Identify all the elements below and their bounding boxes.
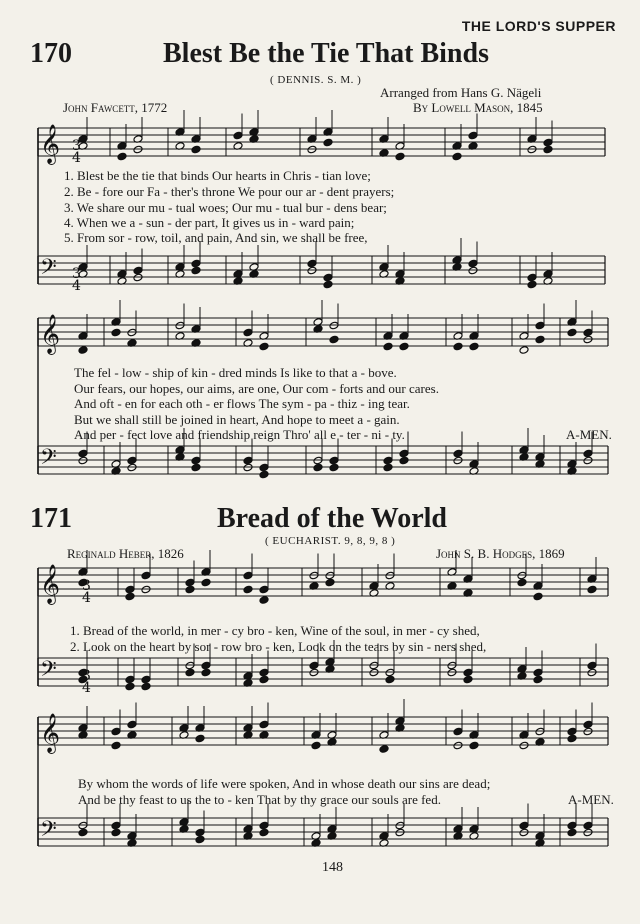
verse-line: 1. Bread of the world, in mer - cy bro - ken, Wine of the soul, in mer - cy shed,	[70, 623, 480, 638]
note-head	[468, 131, 478, 140]
note-head	[535, 321, 545, 330]
note-head	[323, 273, 333, 282]
note-head	[517, 578, 527, 587]
note-head	[141, 682, 151, 691]
note-head	[191, 456, 201, 465]
note-head	[259, 720, 269, 729]
note-head	[111, 821, 121, 830]
verse-line: And be thy feast to us the to - ken That by thy grace our souls are fed.	[78, 792, 441, 807]
time-signature: 4	[82, 680, 91, 696]
note-head	[185, 578, 195, 587]
note-head	[583, 449, 593, 458]
note-head	[567, 821, 577, 830]
verse-line: 5. From sor - row, toil, and pain, And sin, we shall be free,	[64, 230, 368, 245]
verse-line: 4. When we a - sun - der part, It gives us in - ward pain;	[64, 215, 355, 230]
note-head	[195, 828, 205, 837]
note-head	[195, 835, 205, 844]
note-head	[133, 266, 143, 275]
time-signature: 4	[72, 150, 81, 166]
note-head	[185, 585, 195, 594]
note-head	[527, 280, 537, 289]
time-signature: 3	[82, 578, 91, 594]
note-head	[311, 741, 321, 750]
note-head	[78, 346, 88, 355]
note-head	[535, 335, 545, 344]
note-head	[191, 463, 201, 472]
time-signature: 3	[72, 266, 81, 282]
page-number: 148	[322, 860, 343, 875]
note-head	[127, 720, 137, 729]
arranger-credit: By Lowell Mason, 1845	[413, 100, 543, 115]
author-credit: Reginald Heber, 1826	[67, 546, 184, 561]
note-head	[383, 456, 393, 465]
note-head	[519, 346, 529, 355]
note-head	[323, 138, 333, 147]
note-head	[243, 328, 253, 337]
section-header: THE LORD'S SUPPER	[461, 18, 616, 34]
note-head	[463, 675, 473, 684]
note-head	[329, 463, 339, 472]
note-head	[452, 152, 462, 161]
verse-line: The fel - low - ship of kin - dred minds Is like to that a - bove.	[74, 365, 397, 380]
note-head	[125, 585, 135, 594]
note-head	[587, 661, 597, 670]
note-head	[468, 259, 478, 268]
note-head	[567, 734, 577, 743]
note-head	[533, 592, 543, 601]
note-head	[325, 578, 335, 587]
time-signature: 3	[72, 138, 81, 154]
bass-clef: 𝄢	[40, 817, 57, 847]
note-head	[323, 280, 333, 289]
note-head	[111, 828, 121, 837]
time-signature: 3	[82, 668, 91, 684]
note-head	[453, 727, 463, 736]
note-head	[141, 571, 151, 580]
note-head	[567, 828, 577, 837]
note-head	[111, 328, 121, 337]
bass-clef: 𝄢	[40, 657, 57, 687]
verse-line: And per - fect love and friendship reign Thro' all e - ter - ni - ty.	[74, 427, 405, 442]
note-head	[543, 138, 553, 147]
note-head	[259, 821, 269, 830]
time-signature: 4	[72, 278, 81, 294]
bass-clef: 𝄢	[40, 445, 57, 475]
note-head	[383, 342, 393, 351]
note-head	[185, 668, 195, 677]
note-head	[259, 585, 269, 594]
note-head	[399, 342, 409, 351]
note-head	[519, 821, 529, 830]
hymn-number: 170	[30, 38, 72, 69]
note-head	[141, 675, 151, 684]
note-head	[385, 675, 395, 684]
treble-clef: 𝄞	[40, 124, 61, 164]
note-head	[191, 266, 201, 275]
note-head	[201, 661, 211, 670]
note-head	[587, 585, 597, 594]
note-head	[583, 720, 593, 729]
note-head	[583, 821, 593, 830]
note-head	[379, 745, 389, 754]
verse-line: And oft - en for each oth - er flows The sym - pa - thiz - ing tear.	[74, 396, 410, 411]
note-head	[201, 668, 211, 677]
note-head	[125, 682, 135, 691]
composer-credit: John S. B. Hodges, 1869	[436, 546, 565, 561]
note-head	[543, 145, 553, 154]
note-head	[243, 571, 253, 580]
note-head	[329, 456, 339, 465]
note-head	[567, 727, 577, 736]
note-head	[191, 145, 201, 154]
note-head	[463, 668, 473, 677]
treble-clef: 𝄞	[40, 564, 61, 604]
note-head	[127, 456, 137, 465]
note-head	[399, 456, 409, 465]
note-head	[125, 592, 135, 601]
note-head	[313, 463, 323, 472]
hymn-title: Blest Be the Tie That Binds	[163, 38, 489, 69]
time-signature: 4	[82, 590, 91, 606]
note-head	[583, 328, 593, 337]
note-head	[533, 668, 543, 677]
note-head	[399, 449, 409, 458]
note-head	[259, 675, 269, 684]
author-credit: John Fawcett, 1772	[63, 100, 168, 115]
verse-line: 3. We share our mu - tual woes; Our mu - tual bur - dens bear;	[64, 200, 387, 215]
note-head	[111, 741, 121, 750]
note-head	[78, 449, 88, 458]
amen-label: A-MEN.	[568, 792, 614, 807]
note-head	[307, 259, 317, 268]
verse-line: 2. Be - fore our Fa - ther's throne We pour our ar - dent prayers;	[64, 184, 395, 199]
note-head	[243, 456, 253, 465]
note-head	[259, 668, 269, 677]
note-head	[329, 335, 339, 344]
note-head	[201, 578, 211, 587]
hymn-title: Bread of the World	[217, 503, 447, 534]
note-head	[533, 675, 543, 684]
note-head	[567, 328, 577, 337]
note-head	[259, 463, 269, 472]
note-head	[243, 585, 253, 594]
treble-clef: 𝄞	[40, 713, 61, 753]
verse-line: By whom the words of life were spoken, And in whose death our sins are dead;	[78, 776, 491, 791]
note-head	[453, 342, 463, 351]
treble-clef: 𝄞	[40, 314, 61, 354]
note-head	[259, 342, 269, 351]
note-head	[527, 273, 537, 282]
note-head	[259, 470, 269, 479]
bass-clef: 𝄢	[40, 255, 57, 285]
verse-line: 1. Blest be the tie that binds Our hearts in Chris - tian love;	[64, 168, 371, 183]
note-head	[309, 661, 319, 670]
note-head	[395, 152, 405, 161]
note-head	[453, 449, 463, 458]
verse-line: Our fears, our hopes, our aims, are one, Our com - forts and our cares.	[74, 381, 439, 396]
tune-name: ( DENNIS. S. M. )	[270, 74, 362, 86]
note-head	[469, 342, 479, 351]
hymn-number: 171	[30, 503, 72, 534]
note-head	[117, 152, 127, 161]
verse-line: But we shall still be joined in heart, And hope to meet a - gain.	[74, 412, 400, 427]
amen-label: A-MEN.	[566, 427, 612, 442]
note-head	[78, 828, 88, 837]
note-head	[125, 675, 135, 684]
verse-line: 2. Look on the heart by sor - row bro - ken, Look on the tears by sin - ners shed,	[70, 639, 487, 654]
note-head	[233, 131, 243, 140]
note-head	[259, 828, 269, 837]
note-head	[259, 596, 269, 605]
tune-name: ( EUCHARIST. 9, 8, 9, 8 )	[265, 535, 396, 547]
note-head	[195, 734, 205, 743]
note-head	[383, 463, 393, 472]
note-head	[469, 741, 479, 750]
note-head	[191, 259, 201, 268]
composer-credit: Arranged from Hans G. Nägeli	[380, 85, 542, 100]
note-head	[111, 727, 121, 736]
